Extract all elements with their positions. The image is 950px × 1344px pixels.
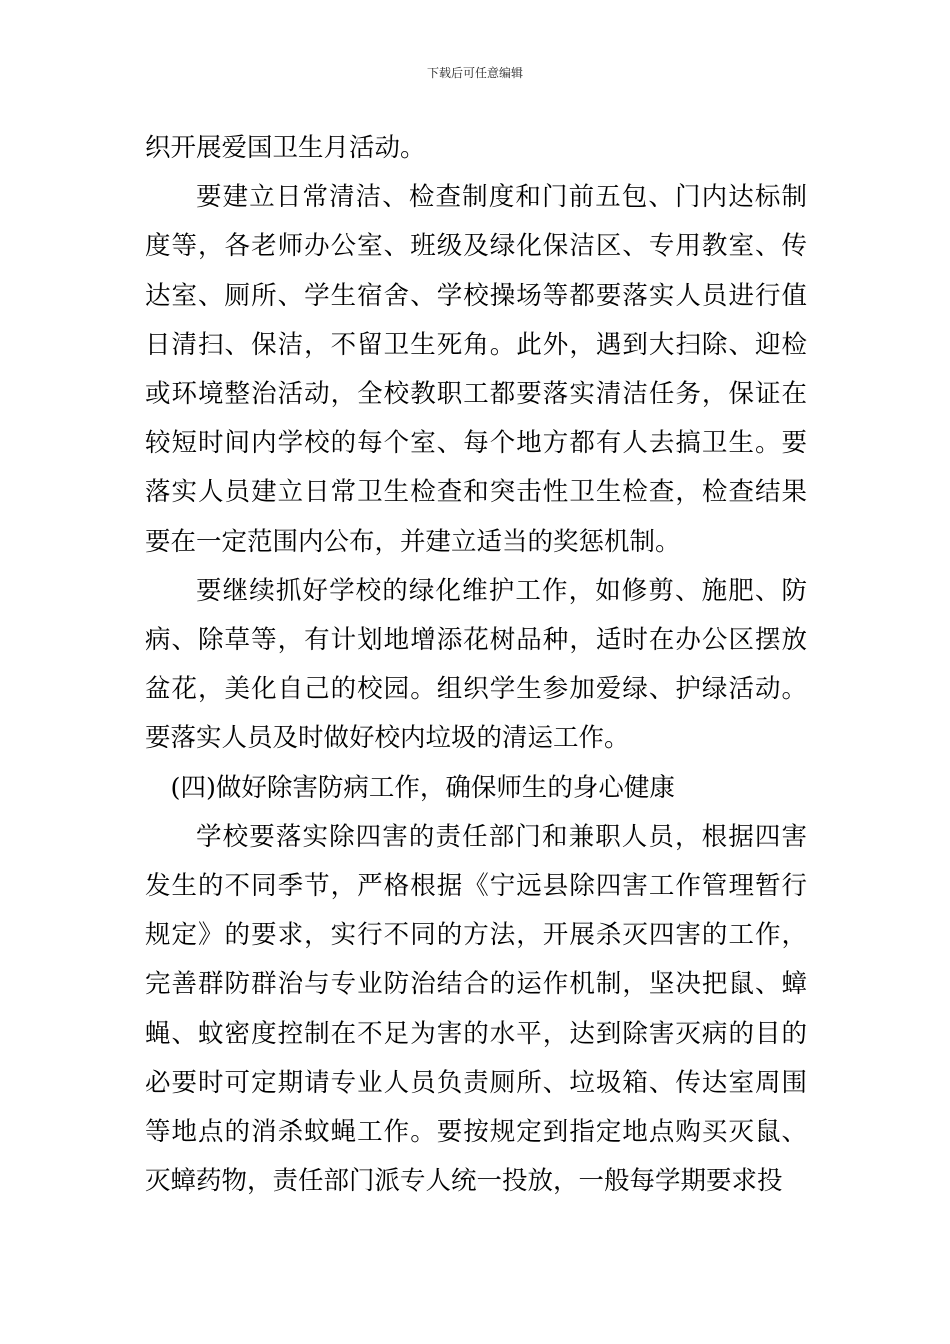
paragraph-greening: 要继续抓好学校的绿化维护工作，如修剪、施肥、防病、除草等，有计划地增添花树品种，适时在办公区摆放盆花，美化自己的校园。组织学生参加爱绿、护绿活动。要落实人员及时做好校内垃圾的清运工作。 (145, 575, 807, 754)
paragraph-continuation: 织开展爱国卫生月活动。 (145, 133, 426, 163)
document-body (145, 124, 807, 1206)
paragraph-cleaning-system: 要建立日常清洁、检查制度和门前五包、门内达标制度等，各老师办公室、班级及绿化保洁区、专用教室、传达室、厕所、学生宿舍、学校操场等都要落实人员进行值日清扫、保洁，不留卫生死角。此外，遇到大扫除、迎检或环境整治活动，全校教职工都要落实清洁任务，保证在较短时间内学校的每个室、每个地方都有人去搞卫生。要落实人员建立日常卫生检查和突击性卫生检查，检查结果要在一定范围内公布，并建立适当的奖惩机制。 (145, 182, 807, 557)
page-header: 下载后可任意编辑 (426, 66, 523, 80)
section-heading-pest-control: (四)做好除害防病工作，确保师生的身心健康 (170, 772, 675, 803)
paragraph-pest-control: 学校要落实除四害的责任部门和兼职人员，根据四害发生的不同季节，严格根据《宁远县除四害工作管理暂行规定》的要求，实行不同的方法，开展杀灭四害的工作，完善群防群治与专业防治结合的运作机制，坚决把鼠、蟑蝇、蚊密度控制在不足为害的水平，达到除害灭病的目的必要时可定期请专业人员负责厕所、垃圾箱、传达室周围等地点的消杀蚊蝇工作。要按规定到指定地点购买灭鼠、灭蟑药物，责任部门派专人统一投放，一般每学期要求投 (145, 821, 807, 1197)
